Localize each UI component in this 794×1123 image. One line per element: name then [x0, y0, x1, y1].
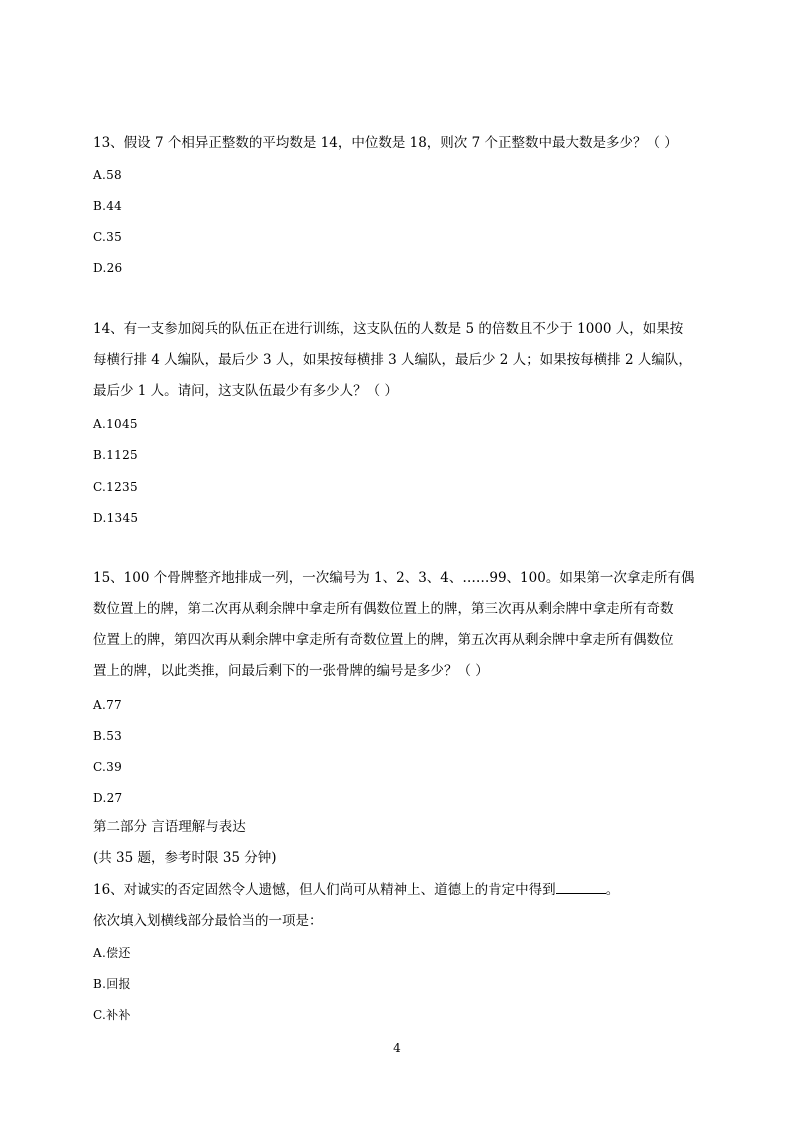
q13-option-c: C.35: [93, 230, 123, 244]
q13-option-d: D.26: [93, 261, 123, 275]
q16-option-a: A.偿还: [93, 946, 131, 960]
q14-stem-line-3: 最后少 1 人。请问，这支队伍最少有多少人？（ ）: [93, 383, 398, 399]
q16-answer-blank: [556, 881, 606, 894]
section-title: 第二部分 言语理解与表达: [93, 819, 246, 835]
q14-stem-line-2: 每横行排 4 人编队，最后少 3 人，如果按每横排 3 人编队，最后少 2 人；如果按每横排 2 人编队，: [93, 352, 692, 368]
q15-option-d: D.27: [93, 791, 123, 805]
q15-option-a: A.77: [93, 698, 122, 712]
q13-option-a: A.58: [93, 168, 122, 182]
q16-instruction: 依次填入划横线部分最恰当的一项是：: [93, 913, 323, 929]
q15-stem-line-3: 位置上的牌，第四次再从剩余牌中拿走所有奇数位置上的牌，第五次再从剩余牌中拿走所有偶数位: [93, 632, 674, 648]
q13-stem: 13、假设 7 个相异正整数的平均数是 14，中位数是 18，则次 7 个正整数中最大数是多少？（ ）: [93, 135, 678, 151]
q15-stem-line-2: 数位置上的牌，第二次再从剩余牌中拿走所有偶数位置上的牌，第三次再从剩余牌中拿走所有奇数: [93, 601, 674, 617]
page-number: 4: [393, 1041, 401, 1055]
q14-option-c: C.1235: [93, 480, 138, 494]
q14-option-b: B.1125: [93, 448, 138, 462]
q15-option-c: C.39: [93, 760, 123, 774]
q16-stem-after: 。: [605, 882, 620, 898]
q14-option-d: D.1345: [93, 511, 139, 525]
q13-option-b: B.44: [93, 199, 123, 213]
q15-stem-line-4: 置上的牌，以此类推，问最后剩下的一张骨牌的编号是多少？（ ）: [93, 663, 489, 679]
q15-stem-line-1: 15、100 个骨牌整齐地排成一列，一次编号为 1、2、3、4、……99、100。如果第一次拿走所有偶: [93, 570, 695, 586]
q16-option-b: B.回报: [93, 977, 131, 991]
q14-option-a: A.1045: [93, 417, 138, 431]
q15-option-b: B.53: [93, 729, 123, 743]
section-subtitle: (共 35 题，参考时限 35 分钟): [93, 850, 277, 866]
q16-option-c: C.补补: [93, 1008, 131, 1022]
q14-stem-line-1: 14、有一支参加阅兵的队伍正在进行训练，这支队伍的人数是 5 的倍数且不少于 1000 人，如果按: [93, 321, 684, 337]
q16-stem: [93, 881, 619, 899]
q16-stem-before: 16、对诚实的否定固然令人遗憾，但人们尚可从精神上、道德上的肯定中得到: [93, 882, 556, 898]
